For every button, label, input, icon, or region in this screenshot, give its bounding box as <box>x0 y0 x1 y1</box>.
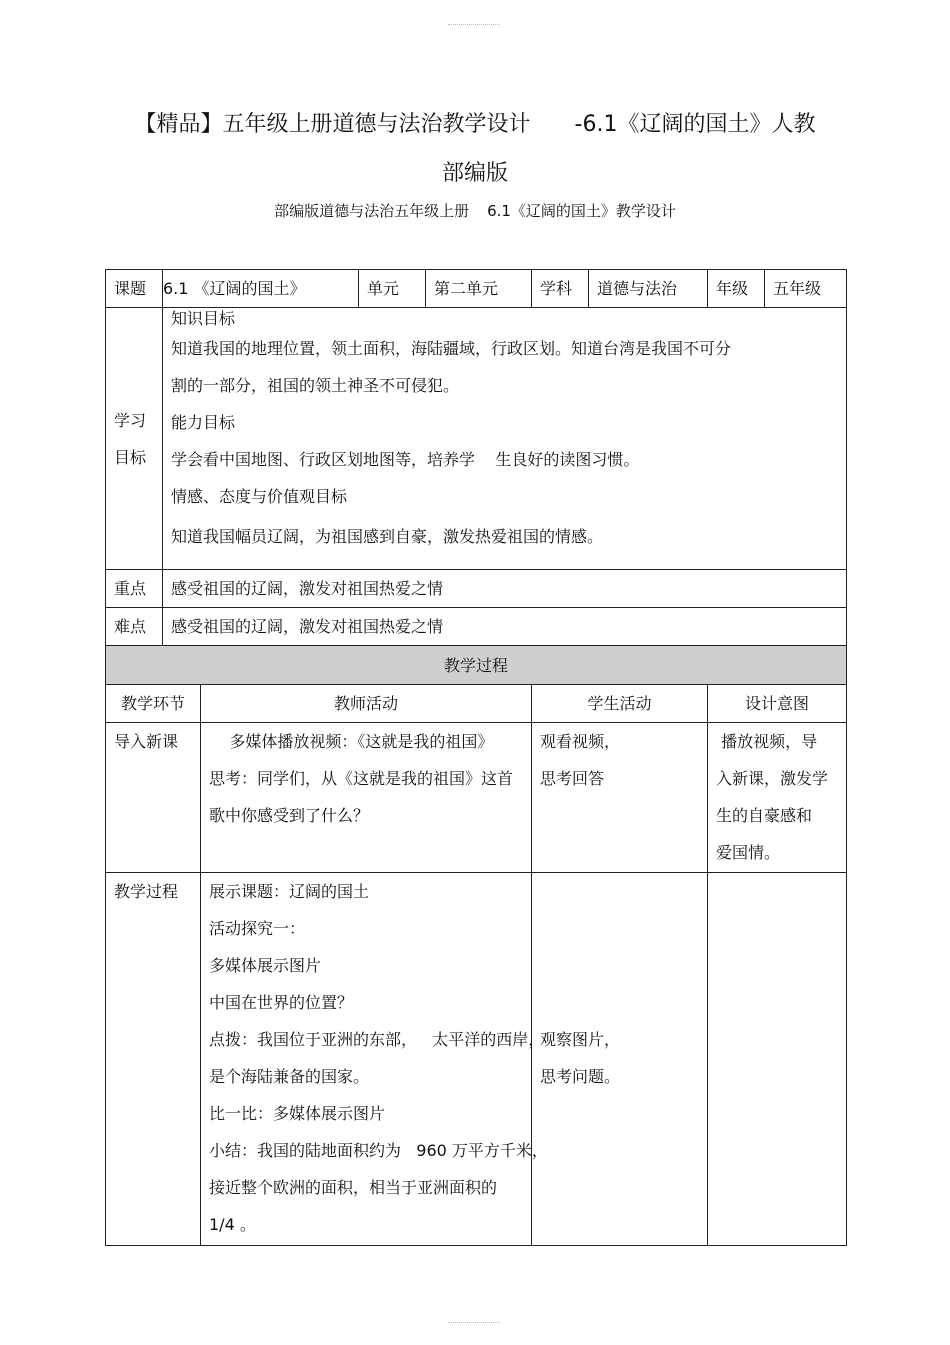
topic-value: 6.1 《辽阔的国土》 <box>163 270 359 308</box>
teacher-line: 思考：同学们，从《这就是我的祖国》这首 <box>209 769 514 788</box>
unit-value: 第二单元 <box>426 270 532 308</box>
info-row <box>106 270 847 308</box>
teacher-line: 多媒体展示图片 <box>209 956 322 975</box>
student-line: 思考回答 <box>540 769 605 788</box>
objectives-content <box>163 308 847 570</box>
objectives-label-2: 目标 <box>114 447 147 467</box>
teacher-line: 1/4 。 <box>209 1215 256 1234</box>
teacher-line: 接近整个欧洲的面积，相当于亚洲面积的 <box>209 1178 498 1197</box>
teacher-cell <box>201 723 532 873</box>
document-title-line1 <box>0 107 950 138</box>
process-header: 教学过程 <box>106 646 847 685</box>
subtitle-part-a: 部编版道德与法治五年级上册 <box>274 202 470 220</box>
column-header-student: 学生活动 <box>532 685 708 723</box>
unit-label: 单元 <box>359 270 426 308</box>
objective-line: 知道我国幅员辽阔，为祖国感到自豪，激发热爱祖国的情感。 <box>171 527 604 546</box>
process-columns-row <box>106 685 847 723</box>
process-row-main <box>106 873 847 1246</box>
key-point-value: 感受祖国的辽阔，激发对祖国热爱之情 <box>163 570 847 608</box>
objectives-label-1: 学习 <box>114 410 147 430</box>
process-row-intro <box>106 723 847 873</box>
objective-line: 学会看中国地图、行政区划地图等，培养学 生良好的读图习惯。 <box>171 450 640 469</box>
stage-cell: 导入新课 <box>106 723 201 873</box>
topic-label: 课题 <box>106 270 163 308</box>
objective-line: 割的一部分，祖国的领土神圣不可侵犯。 <box>171 376 460 395</box>
intent-line: 入新课，激发学 <box>716 769 829 788</box>
objectives-row <box>106 308 847 570</box>
stage-cell: 教学过程 <box>106 873 201 1246</box>
subtitle-part-b: 6.1《辽阔的国土》教学设计 <box>487 202 676 220</box>
intent-line: 生的自豪感和 <box>716 806 813 825</box>
intent-line: 播放视频，导 <box>716 732 818 751</box>
difficulty-label: 难点 <box>106 608 163 646</box>
intent-cell <box>708 873 847 1246</box>
document-title-line2: 部编版 <box>441 161 508 186</box>
teacher-line: 点拨：我国位于亚洲的东部， 太平洋的西岸， <box>209 1030 545 1049</box>
objective-line: 知道我国的地理位置，领土面积，海陆疆域，行政区划。知道台湾是我国不可分 <box>171 339 732 358</box>
student-line: 思考问题。 <box>540 1067 621 1086</box>
footer-rule <box>448 1322 500 1323</box>
objectives-label <box>106 308 163 570</box>
student-line: 观察图片， <box>540 1030 621 1049</box>
grade-label: 年级 <box>708 270 765 308</box>
objective-line: 知识目标 <box>171 309 236 328</box>
difficulty-row <box>106 608 847 646</box>
teacher-line: 比一比：多媒体展示图片 <box>209 1104 386 1123</box>
process-header-row <box>106 646 847 685</box>
teacher-line: 小结：我国的陆地面积约为 960 万平方千米， <box>209 1141 548 1160</box>
teacher-line: 展示课题：辽阔的国土 <box>209 882 370 901</box>
difficulty-value: 感受祖国的辽阔，激发对祖国热爱之情 <box>163 608 847 646</box>
objective-line: 情感、态度与价值观目标 <box>171 487 348 506</box>
title-part-a: 【精品】五年级上册道德与法治教学设计 <box>134 112 531 137</box>
student-cell <box>532 723 708 873</box>
teacher-line: 活动探究一： <box>209 919 306 938</box>
key-point-label: 重点 <box>106 570 163 608</box>
subject-label: 学科 <box>532 270 589 308</box>
column-header-intent: 设计意图 <box>708 685 847 723</box>
teacher-cell <box>201 873 548 1246</box>
grade-value: 五年级 <box>765 270 847 308</box>
teacher-line: 中国在世界的位置？ <box>209 993 354 1012</box>
teacher-line: 歌中你感受到了什么？ <box>209 806 370 825</box>
document-subtitle <box>0 200 950 221</box>
title-part-b: -6.1《辽阔的国土》人教 <box>574 112 816 137</box>
key-point-row <box>106 570 847 608</box>
teacher-line: 是个海陆兼备的国家。 <box>209 1067 370 1086</box>
student-line: 观看视频， <box>540 732 621 751</box>
subject-value: 道德与法治 <box>589 270 708 308</box>
lesson-plan-table <box>105 269 847 1246</box>
student-cell <box>532 873 708 1246</box>
column-header-teacher: 教师活动 <box>201 685 532 723</box>
teacher-line: 多媒体播放视频：《这就是我的祖国》 <box>209 732 494 751</box>
header-rule <box>448 24 500 25</box>
intent-line: 爱国情。 <box>716 843 781 862</box>
intent-cell <box>708 723 847 873</box>
column-header-stage: 教学环节 <box>106 685 201 723</box>
objective-line: 能力目标 <box>171 413 236 432</box>
